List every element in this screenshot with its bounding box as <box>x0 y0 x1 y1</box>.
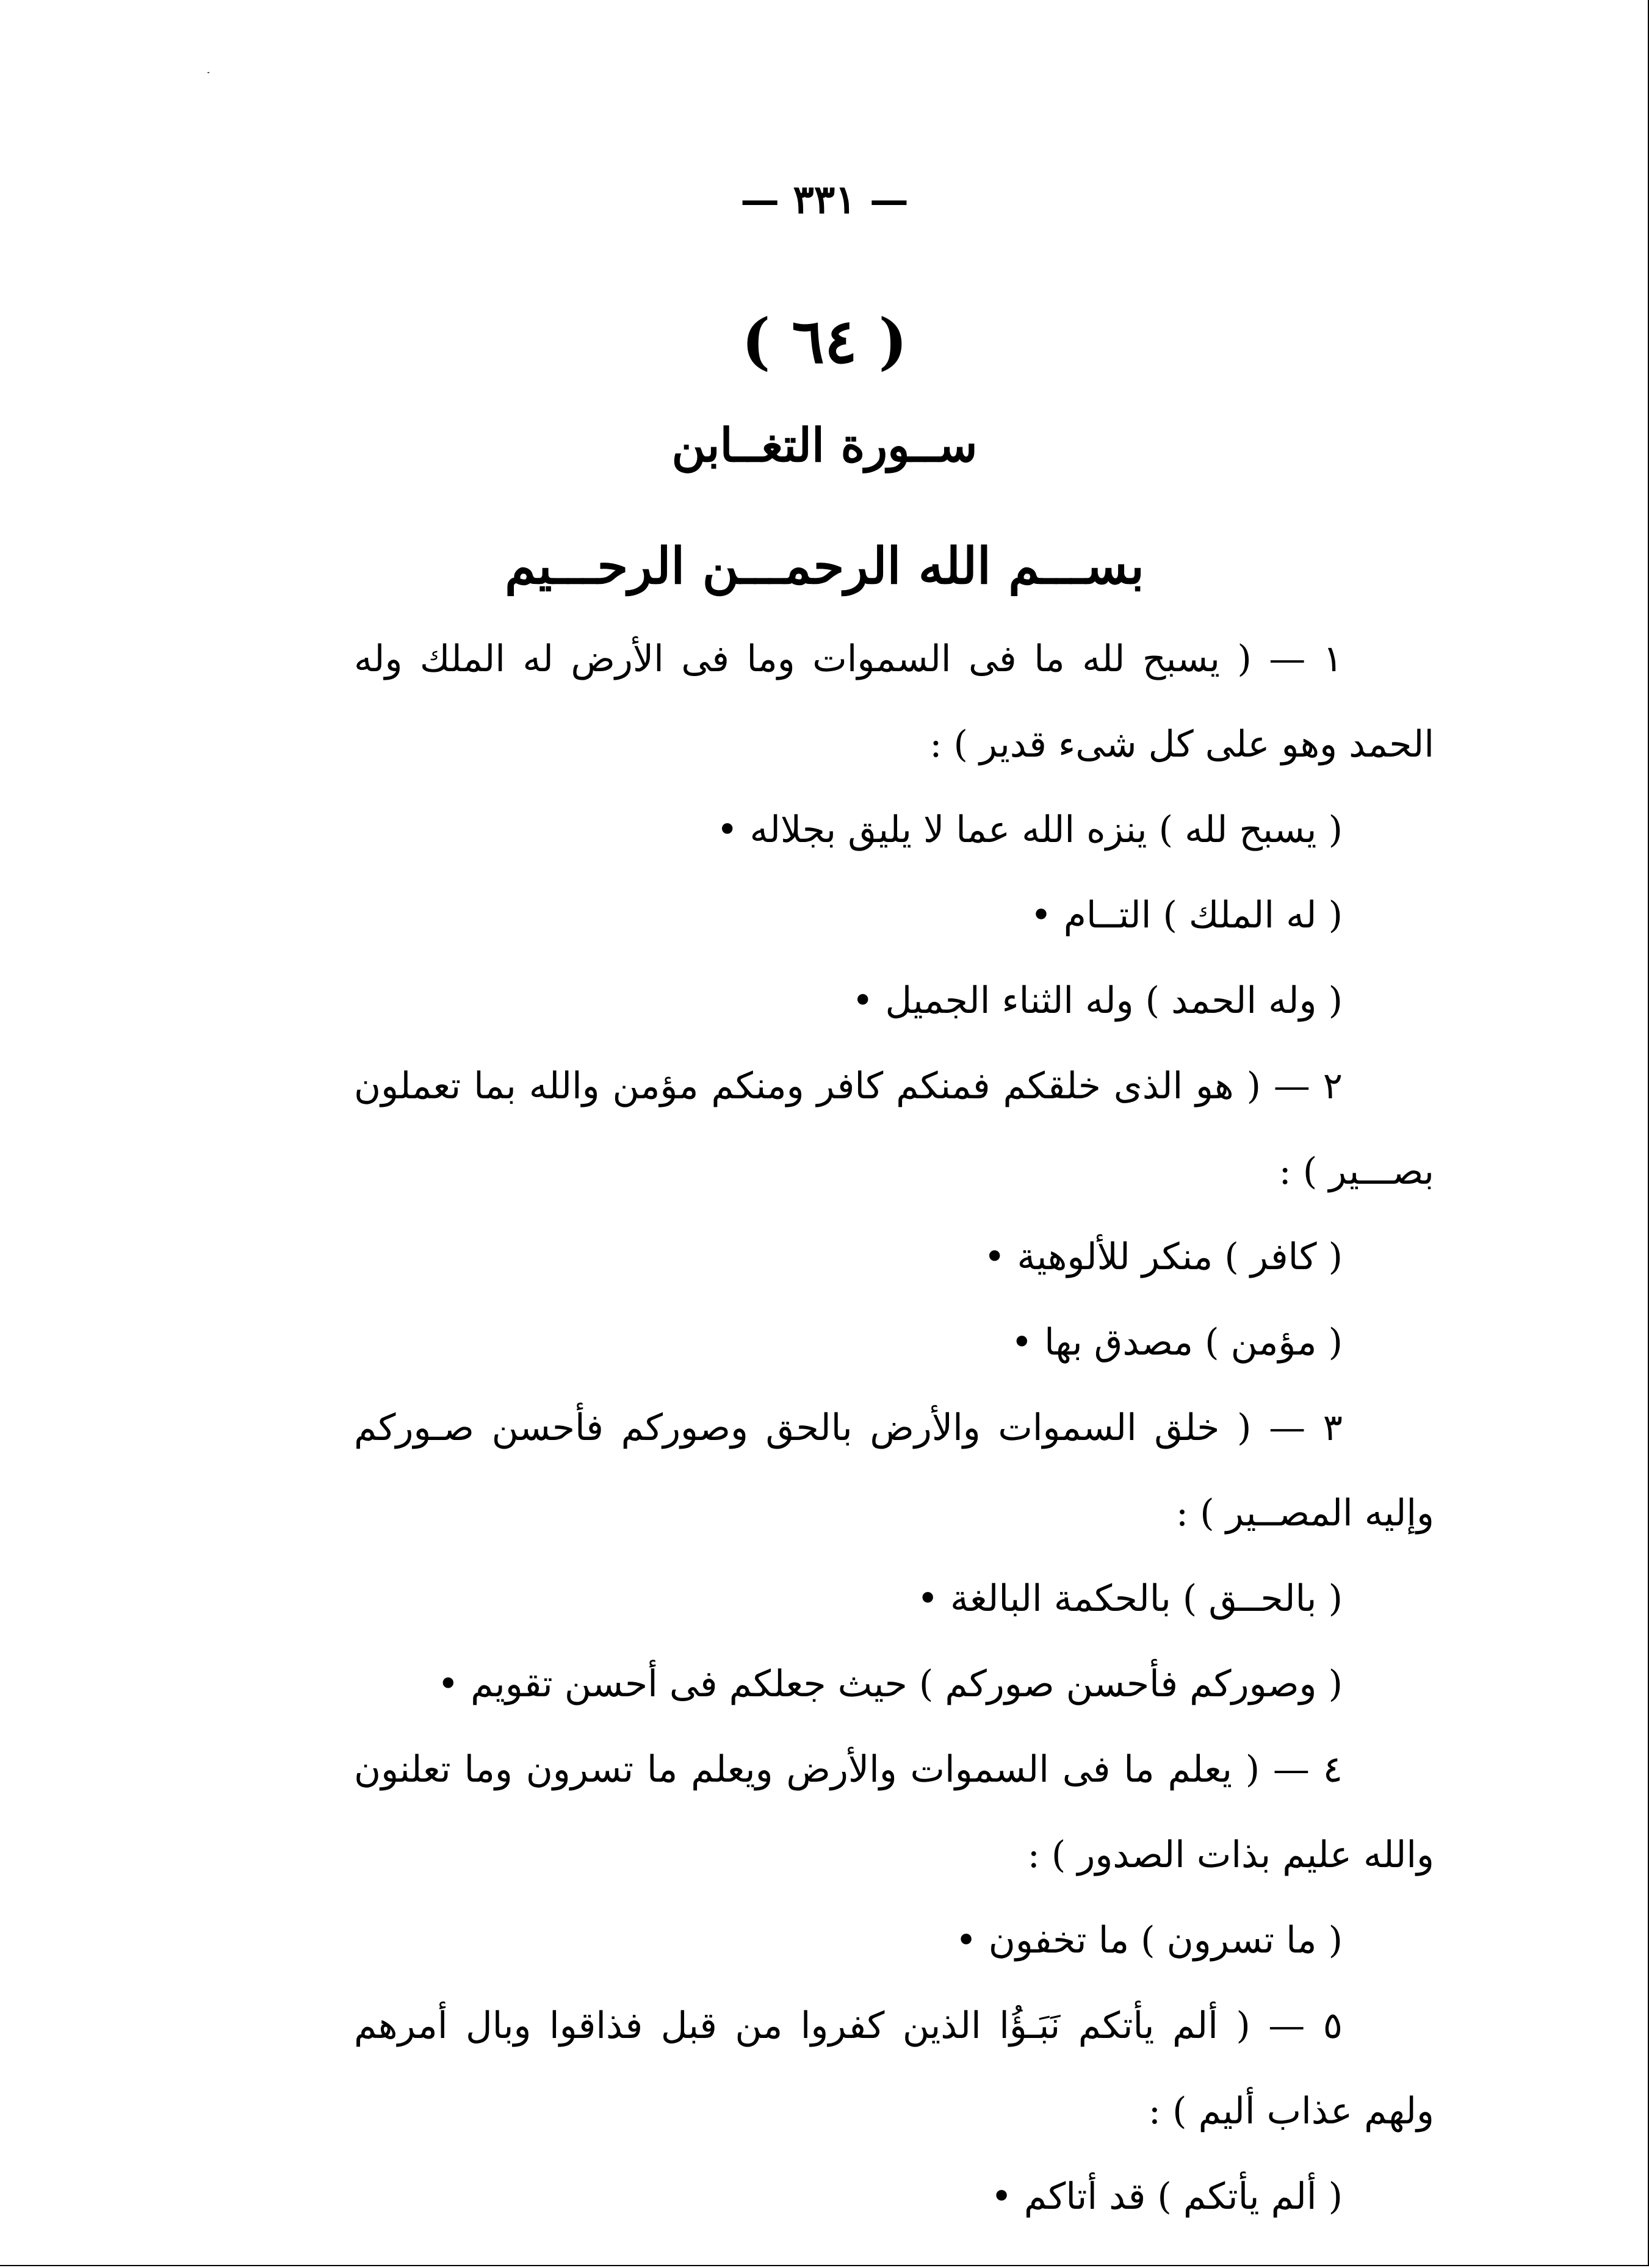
ayah-group-4 <box>354 1727 1434 1983</box>
gloss: ( وصوركم فأحسن صوركم ) حيث جعلكم فى أحسن تقويم • <box>437 1663 1343 1705</box>
basmala: بســـم الله الرحمـــن الرحـــيم <box>505 537 1144 596</box>
scan-speck <box>207 72 209 73</box>
verse-1 <box>354 616 1434 787</box>
gloss: ( وله الحمد ) وله الثناء الجميل • <box>852 979 1343 1022</box>
verse-text: ٣ — ( خلق السموات والأرض بالحق وصوركم فأحسن صـوركم وإليه المصــير ) : <box>354 1406 1434 1535</box>
ayah-group-3 <box>354 1385 1434 1727</box>
gloss: ( ألم يأتكم ) قد أتاكم • <box>990 2175 1343 2218</box>
gloss: ( مؤمن ) مصدق بها • <box>1011 1321 1343 1364</box>
verse-text: ٤ — ( يعلم ما فى السموات والأرض ويعلم ما تسرون وما تعلنون والله عليم بذات الصدور ) : <box>354 1748 1434 1876</box>
page-number: — ٣٣١ — <box>740 177 909 223</box>
gloss: ( ما تسرون ) ما تخفون • <box>955 1919 1343 1962</box>
gloss: ( كافر ) منكر للألوهية • <box>984 1236 1343 1278</box>
verse-text: ٢ — ( هو الذى خلقكم فمنكم كافر ومنكم مؤمن والله بما تعملون بصـــير ) : <box>354 1065 1434 1193</box>
verse-2 <box>354 1043 1434 1214</box>
gloss: ( يسبح لله ) ينزه الله عما لا يليق بجلاله • <box>716 808 1343 851</box>
gloss: ( بالحــق ) بالحكمة البالغة • <box>917 1577 1343 1620</box>
ayah-group-5 <box>354 1983 1434 2239</box>
verse-5 <box>354 1983 1434 2154</box>
verse-4 <box>354 1727 1434 1898</box>
verse-text: ١ — ( يسبح لله ما فى السموات وما فى الأرض له الملك وله الحمد وهو على كل شىء قدير ) : <box>354 638 1434 766</box>
ayah-group-2 <box>354 1043 1434 1385</box>
surah-number: ( ٦٤ ) <box>742 305 907 377</box>
verse-text: ٥ — ( ألم يأتكم نَبَـؤُا الذين كفروا من قبل فذاقوا وبال أمرهم ولهم عذاب أليم ) : <box>354 2004 1434 2133</box>
surah-title: ســورة التغــابن <box>671 418 978 472</box>
commentary-body <box>354 616 1434 2239</box>
gloss: ( له الملك ) التــام • <box>1030 894 1343 937</box>
ayah-group-1 <box>354 616 1434 1043</box>
verse-3 <box>354 1385 1434 1556</box>
